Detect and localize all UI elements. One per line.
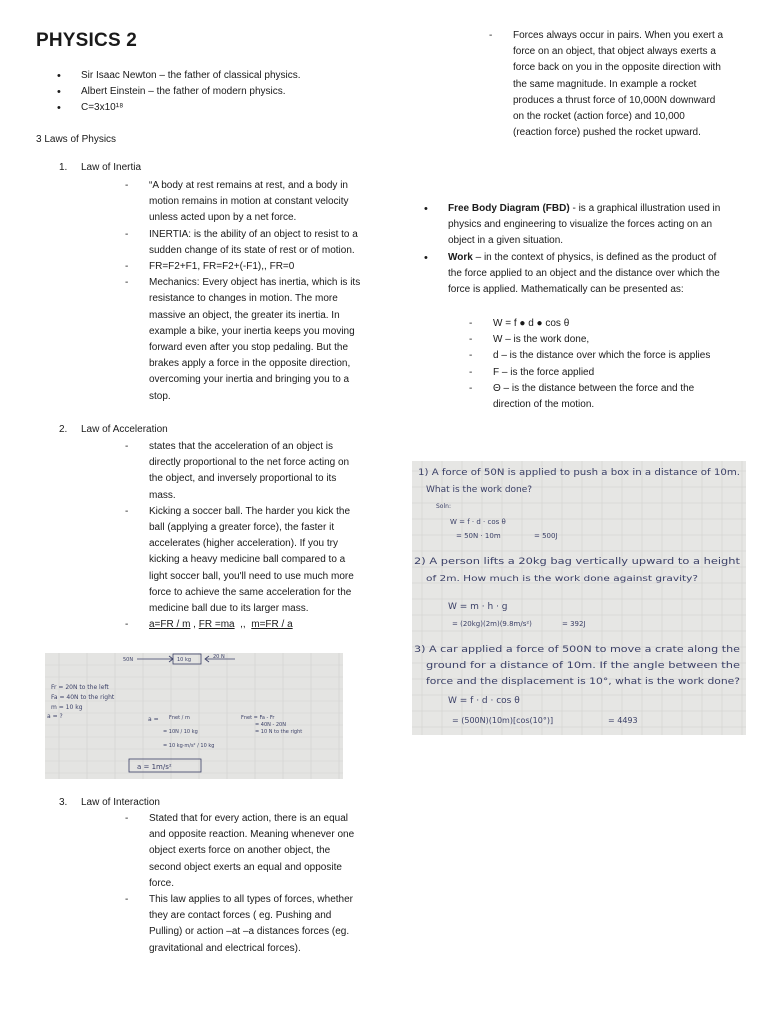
forces-pairs-paragraph xyxy=(489,28,725,141)
law-title: Law of Acceleration xyxy=(81,424,168,435)
calc-step: = 50N · 10m xyxy=(456,532,501,540)
list-item: - Forces always occur in pairs. When you exert a force on an object, that object always exerts a force back on you in the opposite direction with the same magnitude. In example a rocket produces a thrust force of 10,000N downward on the rocket (action force) and 10,000 (reaction force) pushed the rocket upward. xyxy=(489,30,724,139)
law-title: Law of Inertia xyxy=(81,162,142,173)
calc-step: = (20kg)(2m)(9.8m/s²) xyxy=(452,620,532,628)
given-line: a = ? xyxy=(47,713,63,720)
list-item: - d – is the distance over which the force is applies xyxy=(469,350,711,362)
problem-3-text: force and the displacement is 10°, what is the work done? xyxy=(426,677,741,687)
handwritten-acceleration-photo xyxy=(45,653,343,779)
list-item: - W = f ● d ● cos θ xyxy=(469,318,570,329)
formula-fraction: Fnet / m xyxy=(169,715,190,721)
law-acceleration-points xyxy=(125,439,361,633)
given-line: Fa = 40N to the right xyxy=(51,694,115,701)
law-number: 3. xyxy=(59,797,68,808)
list-item: - This law applies to all types of forces, whether they are contact forces ( eg. Pushing and Pulling) or action –at –a distances forces (eg. gravitational and electrical forces). xyxy=(125,894,353,954)
force-label: 20 N xyxy=(213,654,225,660)
fnet-line: = 40N - 20N xyxy=(255,722,286,728)
handwritten-work-problems-photo xyxy=(412,461,746,735)
law-inertia-points xyxy=(125,178,361,405)
work-definition: • Work – in the context of physics, is defined as the product of the force applied to an object and the distance over which the force is applied. Mathematically can be presented as: xyxy=(424,250,730,299)
law-interaction-points xyxy=(125,811,361,957)
law-title: Law of Interaction xyxy=(81,797,160,808)
page-title: PHYSICS 2 xyxy=(36,30,138,51)
list-item: - states that the acceleration of an object is directly proportional to the net force acting on the object, and inversely proportional to its mass. xyxy=(125,441,350,501)
fbd-definition: • Free Body Diagram (FBD) - is a graphical illustration used in physics and engineering to visualize the forces acting on an object in a given situation. xyxy=(424,201,730,250)
work-formula-list xyxy=(469,316,733,413)
mass-box-label: 10 kg xyxy=(177,657,192,663)
list-item: • C=3x10¹⁸ xyxy=(57,100,357,116)
fnet-line: = 10 N to the right xyxy=(255,729,303,735)
answer: = 4493 xyxy=(608,716,638,725)
list-item: - INERTIA: is the ability of an object to resist to a sudden change of its state of rest or of motion. xyxy=(125,228,358,256)
formula-row: - a=FR / m , FR =ma ,, m=FR / a xyxy=(125,619,293,631)
fbd-term: Free Body Diagram (FBD) xyxy=(448,203,570,214)
list-item: - W – is the work done, xyxy=(469,334,590,346)
work-formula: W = f · d · cos θ xyxy=(448,696,520,706)
problem-1-text: What is the work done? xyxy=(426,485,533,495)
law-acceleration-heading xyxy=(59,422,259,438)
force-label: 50N xyxy=(123,657,134,663)
list-item: - FR=F2+F1, FR=F2+(-F1),, FR=0 xyxy=(125,261,295,273)
given-line: Fr = 20N to the left xyxy=(51,684,109,691)
list-item: - Mechanics: Every object has inertia, which is its resistance to changes in motion. The more massive an object, the greater its inertia. In example a bike, your inertia keeps you moving forward even after you stop pedaling. But the brakes apply a force in the opposite direction, overcoming your inertia and bringing you to a stop. xyxy=(125,277,361,402)
problem-3-text: ground for a distance of 10m. If the angle between the xyxy=(426,661,741,671)
calc-step: = (500N)(10m)[cos(10°)] xyxy=(452,716,554,725)
answer: = 500J xyxy=(534,532,558,540)
definitions-list xyxy=(424,201,730,298)
formula-force: FR =ma xyxy=(198,619,235,631)
handwritten-notes-image xyxy=(412,461,746,735)
formula-mass: m=FR / a xyxy=(251,619,293,631)
work-term: Work xyxy=(448,251,473,263)
work-formula: W = f · d · cos θ xyxy=(450,518,506,526)
calc-step: = 10N / 10 kg xyxy=(163,729,198,735)
law-inertia-heading xyxy=(59,160,259,176)
solution-label: Soln: xyxy=(436,503,451,510)
calc-step: = 10 kg·m/s² / 10 kg xyxy=(163,743,215,749)
law-interaction-heading xyxy=(59,795,259,811)
work-formula: W = m · h · g xyxy=(448,602,508,612)
answer: = 392J xyxy=(562,620,586,628)
given-line: m = 10 kg xyxy=(51,704,83,711)
answer: a = 1m/s² xyxy=(137,763,172,771)
list-item: - “A body at rest remains at rest, and a body in motion remains in motion at constant velocity unless acted upon by a net force. xyxy=(125,180,349,224)
list-item: - F – is the force applied xyxy=(469,366,595,378)
list-item: • Sir Isaac Newton – the father of classical physics. xyxy=(57,68,357,84)
list-item: - Kicking a soccer ball. The harder you kick the ball (applying a greater force), the faster it accelerates (higher acceleration). If you try kicking a heavy medicine ball compared to a light soccer ball, you'll need to use much more force to achieve the same acceleration for the medicine ball due to its larger mass. xyxy=(125,505,354,615)
problem-2-text: 2) A person lifts a 20kg bag vertically upward to a height xyxy=(414,557,741,567)
handwritten-notes-image xyxy=(45,653,343,779)
list-item: • Albert Einstein – the father of modern physics. xyxy=(57,84,357,100)
section-heading: 3 Laws of Physics xyxy=(36,134,117,145)
formula-acceleration: a=FR / m xyxy=(149,619,191,631)
formula-label: a = xyxy=(148,716,159,723)
problem-3-text: 3) A car applied a force of 500N to move a crate along the xyxy=(414,645,741,655)
list-item: - Θ – is the distance between the force and the direction of the motion. xyxy=(469,382,695,411)
problem-1-text: 1) A force of 50N is applied to push a box in a distance of 10m. xyxy=(418,468,740,478)
intro-bullet-list xyxy=(57,68,357,117)
fnet-line: Fnet = Fa - Fr xyxy=(241,715,275,721)
problem-2-text: of 2m. How much is the work done against gravity? xyxy=(426,574,698,583)
law-number: 2. xyxy=(59,424,68,435)
law-number: 1. xyxy=(59,162,68,173)
list-item: - Stated that for every action, there is an equal and opposite reaction. Meaning whenever one object exerts force on another object, the second object exerts an equal and opposite force. xyxy=(125,813,355,889)
